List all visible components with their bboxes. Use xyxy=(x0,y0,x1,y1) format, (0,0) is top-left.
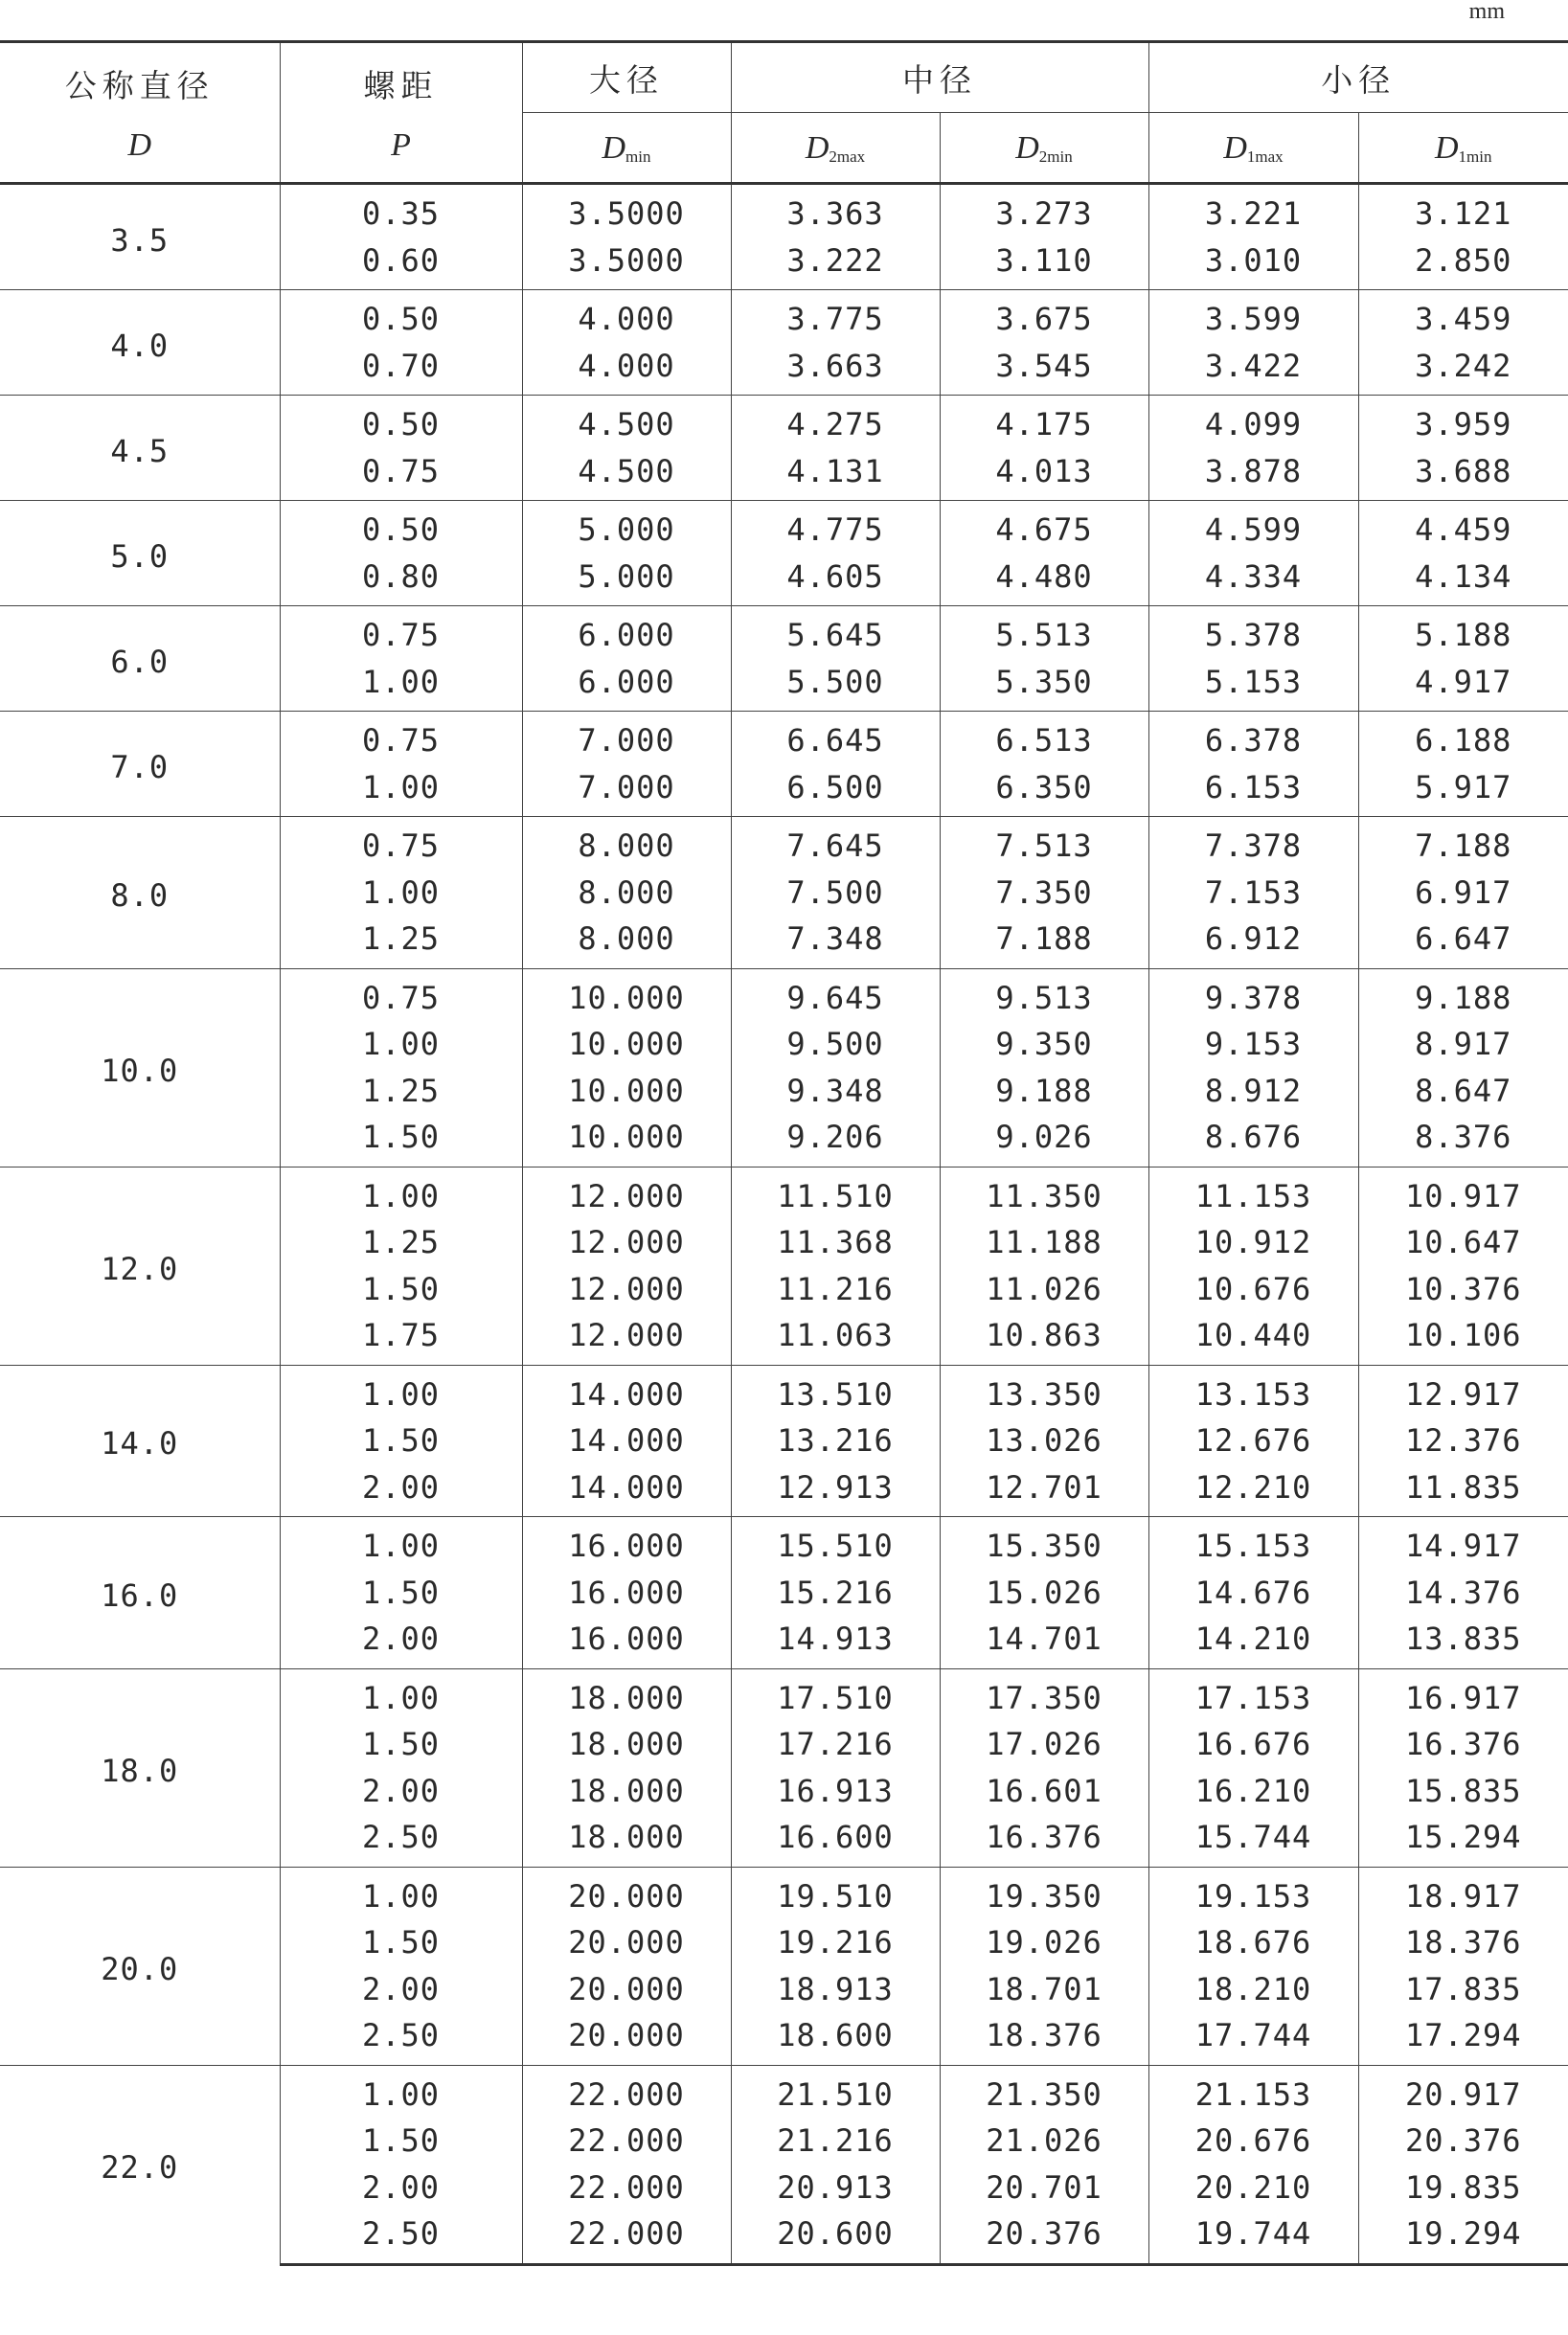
d1-max-cell: 20.676 xyxy=(1148,2118,1358,2165)
d1-min-cell: 4.917 xyxy=(1358,659,1568,712)
d-min-cell: 16.000 xyxy=(522,1570,731,1617)
pitch-cell: 1.00 xyxy=(280,2065,522,2118)
d2-min-cell: 9.350 xyxy=(940,1021,1148,1068)
table-row xyxy=(0,968,1568,1021)
d1-min-cell: 3.688 xyxy=(1358,448,1568,501)
d2-min-cell: 10.863 xyxy=(940,1312,1148,1365)
d2-max-cell: 7.645 xyxy=(731,817,940,870)
table-header xyxy=(0,42,1568,184)
d2-max-cell: 9.645 xyxy=(731,968,940,1021)
d2-min-cell: 11.350 xyxy=(940,1167,1148,1219)
d-min-cell: 12.000 xyxy=(522,1219,731,1266)
pitch-cell: 0.50 xyxy=(280,501,522,554)
d-min-cell: 16.000 xyxy=(522,1517,731,1570)
d2-max-cell: 5.500 xyxy=(731,659,940,712)
d1-max-cell: 12.210 xyxy=(1148,1464,1358,1517)
d2-max-cell: 5.645 xyxy=(731,606,940,659)
d-min-cell: 20.000 xyxy=(522,1966,731,2013)
table-row xyxy=(0,396,1568,448)
nominal-diameter-cell: 22.0 xyxy=(0,2065,280,2264)
nominal-diameter-cell: 14.0 xyxy=(0,1365,280,1517)
d2-min-cell: 4.480 xyxy=(940,554,1148,606)
pitch-cell: 0.70 xyxy=(280,343,522,396)
d2-min-cell: 20.376 xyxy=(940,2210,1148,2264)
d-min-cell: 7.000 xyxy=(522,764,731,817)
d1-min-cell: 15.294 xyxy=(1358,1814,1568,1867)
nominal-diameter-cell: 18.0 xyxy=(0,1668,280,1867)
d2-max-cell: 14.913 xyxy=(731,1616,940,1668)
d2-max-cell: 19.510 xyxy=(731,1867,940,1919)
table-row xyxy=(0,817,1568,870)
header-nominal-symbol: D xyxy=(127,127,152,163)
table-row xyxy=(0,1167,1568,1219)
d1-max-cell: 6.378 xyxy=(1148,712,1358,764)
pitch-cell: 1.25 xyxy=(280,1219,522,1266)
d1-max-cell: 13.153 xyxy=(1148,1365,1358,1417)
pitch-cell: 2.00 xyxy=(280,1966,522,2013)
thread-dimension-table xyxy=(0,40,1568,2266)
d1-max-cell: 4.099 xyxy=(1148,396,1358,448)
d2-min-cell: 3.545 xyxy=(940,343,1148,396)
d1-min-cell: 16.917 xyxy=(1358,1668,1568,1721)
d1-min-cell: 18.917 xyxy=(1358,1867,1568,1919)
d2-min-cell: 9.188 xyxy=(940,1068,1148,1115)
d2-min-cell: 16.376 xyxy=(940,1814,1148,1867)
d2-max-cell: 20.913 xyxy=(731,2165,940,2211)
d-min-cell: 4.500 xyxy=(522,396,731,448)
d-min-cell: 8.000 xyxy=(522,916,731,968)
d1-min-cell: 6.647 xyxy=(1358,916,1568,968)
d1-min-cell: 10.376 xyxy=(1358,1266,1568,1313)
d-min-cell: 10.000 xyxy=(522,968,731,1021)
d2-min-cell: 17.350 xyxy=(940,1668,1148,1721)
d1-min-cell: 15.835 xyxy=(1358,1768,1568,1815)
d1-max-cell: 17.744 xyxy=(1148,2012,1358,2065)
d2-min-cell: 7.350 xyxy=(940,870,1148,917)
d2-min-cell: 9.513 xyxy=(940,968,1148,1021)
d-min-cell: 10.000 xyxy=(522,1021,731,1068)
d1-max-cell: 6.912 xyxy=(1148,916,1358,968)
d2-max-cell: 20.600 xyxy=(731,2210,940,2264)
d1-min-cell: 12.376 xyxy=(1358,1417,1568,1464)
d1-min-cell: 8.376 xyxy=(1358,1114,1568,1167)
d-min-cell: 14.000 xyxy=(522,1365,731,1417)
d1-min-cell: 3.242 xyxy=(1358,343,1568,396)
d1-max-cell: 9.153 xyxy=(1148,1021,1358,1068)
d1-min-cell: 10.647 xyxy=(1358,1219,1568,1266)
d-min-cell: 16.000 xyxy=(522,1616,731,1668)
table-row xyxy=(0,290,1568,343)
unit-label: mm xyxy=(1468,0,1505,24)
d-min-cell: 5.000 xyxy=(522,554,731,606)
d1-min-cell: 5.917 xyxy=(1358,764,1568,817)
header-pitch-diameter: 中径 xyxy=(731,42,1148,113)
d2-min-cell: 13.026 xyxy=(940,1417,1148,1464)
d-min-cell: 18.000 xyxy=(522,1768,731,1815)
d-min-cell: 12.000 xyxy=(522,1312,731,1365)
pitch-cell: 2.50 xyxy=(280,2210,522,2264)
d-min-cell: 20.000 xyxy=(522,1867,731,1919)
d-min-cell: 7.000 xyxy=(522,712,731,764)
d-min-cell: 8.000 xyxy=(522,817,731,870)
d2-min-cell: 13.350 xyxy=(940,1365,1148,1417)
d2-max-cell: 15.510 xyxy=(731,1517,940,1570)
d-min-cell: 10.000 xyxy=(522,1114,731,1167)
table-row xyxy=(0,501,1568,554)
nominal-diameter-cell: 8.0 xyxy=(0,817,280,969)
nominal-diameter-cell: 10.0 xyxy=(0,968,280,1167)
d2-min-cell: 6.350 xyxy=(940,764,1148,817)
d-min-cell: 20.000 xyxy=(522,2012,731,2065)
pitch-cell: 1.00 xyxy=(280,1167,522,1219)
d1-min-cell: 17.294 xyxy=(1358,2012,1568,2065)
d1-min-cell: 10.917 xyxy=(1358,1167,1568,1219)
d2-max-cell: 13.510 xyxy=(731,1365,940,1417)
d-min-cell: 4.000 xyxy=(522,290,731,343)
d2-max-cell: 16.600 xyxy=(731,1814,940,1867)
d2-min-cell: 18.376 xyxy=(940,2012,1148,2065)
d2-min-cell: 11.026 xyxy=(940,1266,1148,1313)
d2-min-cell: 11.188 xyxy=(940,1219,1148,1266)
pitch-cell: 2.50 xyxy=(280,2012,522,2065)
d1-min-cell: 4.134 xyxy=(1358,554,1568,606)
d-min-cell: 3.5000 xyxy=(522,184,731,238)
header-nominal-label: 公称直径 xyxy=(64,67,215,104)
table-row xyxy=(0,712,1568,764)
d1-min-cell: 8.917 xyxy=(1358,1021,1568,1068)
table-row xyxy=(0,606,1568,659)
d2-max-cell: 17.510 xyxy=(731,1668,940,1721)
d1-max-cell: 5.153 xyxy=(1148,659,1358,712)
pitch-cell: 1.50 xyxy=(280,1570,522,1617)
d2-min-cell: 4.013 xyxy=(940,448,1148,501)
d2-min-cell: 17.026 xyxy=(940,1721,1148,1768)
d2-max-cell: 12.913 xyxy=(731,1464,940,1517)
nominal-diameter-cell: 6.0 xyxy=(0,606,280,712)
d1-max-cell: 17.153 xyxy=(1148,1668,1358,1721)
d-min-cell: 12.000 xyxy=(522,1167,731,1219)
d1-min-cell: 14.376 xyxy=(1358,1570,1568,1617)
nominal-diameter-cell: 4.5 xyxy=(0,396,280,501)
table-row xyxy=(0,2065,1568,2118)
d1-max-cell: 4.334 xyxy=(1148,554,1358,606)
pitch-cell: 0.35 xyxy=(280,184,522,238)
d1-min-cell: 17.835 xyxy=(1358,1966,1568,2013)
d2-min-cell: 3.273 xyxy=(940,184,1148,238)
d2-min-cell: 15.026 xyxy=(940,1570,1148,1617)
subheader-d2-min: $D_{2min}$ xyxy=(940,113,1148,184)
d2-max-cell: 9.500 xyxy=(731,1021,940,1068)
d1-max-cell: 21.153 xyxy=(1148,2065,1358,2118)
d2-max-cell: 13.216 xyxy=(731,1417,940,1464)
d2-min-cell: 6.513 xyxy=(940,712,1148,764)
table-row xyxy=(0,1365,1568,1417)
d1-min-cell: 11.835 xyxy=(1358,1464,1568,1517)
table-row xyxy=(0,1867,1568,1919)
d1-max-cell: 15.744 xyxy=(1148,1814,1358,1867)
d2-max-cell: 11.368 xyxy=(731,1219,940,1266)
d-min-cell: 6.000 xyxy=(522,659,731,712)
pitch-cell: 0.75 xyxy=(280,712,522,764)
d-min-cell: 3.5000 xyxy=(522,238,731,290)
pitch-cell: 1.25 xyxy=(280,916,522,968)
nominal-diameter-cell: 5.0 xyxy=(0,501,280,606)
d2-max-cell: 9.348 xyxy=(731,1068,940,1115)
d2-min-cell: 4.675 xyxy=(940,501,1148,554)
d2-min-cell: 7.513 xyxy=(940,817,1148,870)
pitch-cell: 2.50 xyxy=(280,1814,522,1867)
subheader-d-min: $D_{min}$ xyxy=(522,113,731,184)
d2-max-cell: 11.063 xyxy=(731,1312,940,1365)
d-min-cell: 5.000 xyxy=(522,501,731,554)
header-nominal-diameter xyxy=(0,42,280,184)
pitch-cell: 1.50 xyxy=(280,2118,522,2165)
subheader-d1-max: $D_{1max}$ xyxy=(1148,113,1358,184)
d2-max-cell: 17.216 xyxy=(731,1721,940,1768)
d2-min-cell: 3.110 xyxy=(940,238,1148,290)
d1-min-cell: 16.376 xyxy=(1358,1721,1568,1768)
d1-max-cell: 19.744 xyxy=(1148,2210,1358,2264)
d-min-cell: 10.000 xyxy=(522,1068,731,1115)
d1-min-cell: 2.850 xyxy=(1358,238,1568,290)
d1-max-cell: 6.153 xyxy=(1148,764,1358,817)
d2-max-cell: 16.913 xyxy=(731,1768,940,1815)
d2-min-cell: 19.026 xyxy=(940,1919,1148,1966)
pitch-cell: 2.00 xyxy=(280,1768,522,1815)
d-min-cell: 18.000 xyxy=(522,1721,731,1768)
pitch-cell: 0.80 xyxy=(280,554,522,606)
d-min-cell: 18.000 xyxy=(522,1668,731,1721)
d1-max-cell: 8.912 xyxy=(1148,1068,1358,1115)
pitch-cell: 0.60 xyxy=(280,238,522,290)
d1-max-cell: 8.676 xyxy=(1148,1114,1358,1167)
d2-min-cell: 9.026 xyxy=(940,1114,1148,1167)
d1-min-cell: 7.188 xyxy=(1358,817,1568,870)
d1-max-cell: 14.676 xyxy=(1148,1570,1358,1617)
d1-max-cell: 7.378 xyxy=(1148,817,1358,870)
d1-min-cell: 12.917 xyxy=(1358,1365,1568,1417)
nominal-diameter-cell: 12.0 xyxy=(0,1167,280,1365)
d1-max-cell: 10.440 xyxy=(1148,1312,1358,1365)
d2-max-cell: 3.663 xyxy=(731,343,940,396)
pitch-cell: 1.50 xyxy=(280,1919,522,1966)
pitch-cell: 0.50 xyxy=(280,290,522,343)
d1-max-cell: 3.599 xyxy=(1148,290,1358,343)
d1-max-cell: 15.153 xyxy=(1148,1517,1358,1570)
pitch-cell: 1.50 xyxy=(280,1417,522,1464)
pitch-cell: 1.75 xyxy=(280,1312,522,1365)
pitch-cell: 0.75 xyxy=(280,606,522,659)
d1-max-cell: 5.378 xyxy=(1148,606,1358,659)
d1-max-cell: 3.221 xyxy=(1148,184,1358,238)
d-min-cell: 14.000 xyxy=(522,1417,731,1464)
d1-min-cell: 14.917 xyxy=(1358,1517,1568,1570)
d1-max-cell: 3.422 xyxy=(1148,343,1358,396)
d2-max-cell: 21.216 xyxy=(731,2118,940,2165)
pitch-cell: 0.50 xyxy=(280,396,522,448)
header-major-diameter: 大径 xyxy=(522,42,731,113)
d2-min-cell: 21.350 xyxy=(940,2065,1148,2118)
d2-max-cell: 4.605 xyxy=(731,554,940,606)
d-min-cell: 20.000 xyxy=(522,1919,731,1966)
d-min-cell: 4.500 xyxy=(522,448,731,501)
nominal-diameter-cell: 7.0 xyxy=(0,712,280,817)
d1-max-cell: 16.210 xyxy=(1148,1768,1358,1815)
d2-max-cell: 11.216 xyxy=(731,1266,940,1313)
pitch-cell: 0.75 xyxy=(280,968,522,1021)
pitch-cell: 1.00 xyxy=(280,1021,522,1068)
d1-max-cell: 10.676 xyxy=(1148,1266,1358,1313)
d1-max-cell: 18.210 xyxy=(1148,1966,1358,2013)
d1-max-cell: 10.912 xyxy=(1148,1219,1358,1266)
d1-max-cell: 16.676 xyxy=(1148,1721,1358,1768)
d1-min-cell: 4.459 xyxy=(1358,501,1568,554)
table-row xyxy=(0,184,1568,238)
d1-min-cell: 3.459 xyxy=(1358,290,1568,343)
nominal-diameter-cell: 16.0 xyxy=(0,1517,280,1669)
header-pitch xyxy=(280,42,522,184)
d2-max-cell: 9.206 xyxy=(731,1114,940,1167)
d-min-cell: 6.000 xyxy=(522,606,731,659)
d2-min-cell: 21.026 xyxy=(940,2118,1148,2165)
d1-max-cell: 14.210 xyxy=(1148,1616,1358,1668)
d2-max-cell: 21.510 xyxy=(731,2065,940,2118)
d-min-cell: 18.000 xyxy=(522,1814,731,1867)
d1-min-cell: 20.376 xyxy=(1358,2118,1568,2165)
pitch-cell: 1.00 xyxy=(280,870,522,917)
d2-max-cell: 15.216 xyxy=(731,1570,940,1617)
d2-max-cell: 11.510 xyxy=(731,1167,940,1219)
d1-min-cell: 9.188 xyxy=(1358,968,1568,1021)
d-min-cell: 8.000 xyxy=(522,870,731,917)
d1-min-cell: 20.917 xyxy=(1358,2065,1568,2118)
pitch-cell: 2.00 xyxy=(280,2165,522,2211)
d-min-cell: 14.000 xyxy=(522,1464,731,1517)
nominal-diameter-cell: 20.0 xyxy=(0,1867,280,2065)
subheader-d1-min: $D_{1min}$ xyxy=(1358,113,1568,184)
d1-max-cell: 3.878 xyxy=(1148,448,1358,501)
d1-max-cell: 3.010 xyxy=(1148,238,1358,290)
d1-min-cell: 3.959 xyxy=(1358,396,1568,448)
pitch-cell: 1.50 xyxy=(280,1721,522,1768)
header-pitch-symbol: P xyxy=(391,127,411,163)
d2-min-cell: 14.701 xyxy=(940,1616,1148,1668)
d1-max-cell: 18.676 xyxy=(1148,1919,1358,1966)
pitch-cell: 1.00 xyxy=(280,1867,522,1919)
d2-min-cell: 4.175 xyxy=(940,396,1148,448)
d-min-cell: 12.000 xyxy=(522,1266,731,1313)
d1-max-cell: 11.153 xyxy=(1148,1167,1358,1219)
d2-min-cell: 16.601 xyxy=(940,1768,1148,1815)
d2-min-cell: 3.675 xyxy=(940,290,1148,343)
pitch-cell: 1.00 xyxy=(280,1517,522,1570)
d1-max-cell: 9.378 xyxy=(1148,968,1358,1021)
d1-min-cell: 13.835 xyxy=(1358,1616,1568,1668)
d-min-cell: 4.000 xyxy=(522,343,731,396)
nominal-diameter-cell: 3.5 xyxy=(0,184,280,290)
d1-min-cell: 6.188 xyxy=(1358,712,1568,764)
table-body xyxy=(0,184,1568,2265)
header-minor-diameter: 小径 xyxy=(1148,42,1568,113)
d2-max-cell: 18.600 xyxy=(731,2012,940,2065)
pitch-cell: 1.00 xyxy=(280,764,522,817)
pitch-cell: 1.25 xyxy=(280,1068,522,1115)
table-row xyxy=(0,1517,1568,1570)
d2-min-cell: 20.701 xyxy=(940,2165,1148,2211)
d1-max-cell: 20.210 xyxy=(1148,2165,1358,2211)
d1-max-cell: 12.676 xyxy=(1148,1417,1358,1464)
subheader-d2-max: $D_{2max}$ xyxy=(731,113,940,184)
pitch-cell: 2.00 xyxy=(280,1616,522,1668)
d2-min-cell: 15.350 xyxy=(940,1517,1148,1570)
d2-max-cell: 4.775 xyxy=(731,501,940,554)
pitch-cell: 1.00 xyxy=(280,1668,522,1721)
pitch-cell: 1.00 xyxy=(280,659,522,712)
d2-max-cell: 7.500 xyxy=(731,870,940,917)
pitch-cell: 0.75 xyxy=(280,448,522,501)
d1-min-cell: 18.376 xyxy=(1358,1919,1568,1966)
d1-max-cell: 4.599 xyxy=(1148,501,1358,554)
header-pitch-label: 螺距 xyxy=(363,67,439,104)
d1-min-cell: 19.294 xyxy=(1358,2210,1568,2264)
d1-min-cell: 10.106 xyxy=(1358,1312,1568,1365)
d2-min-cell: 18.701 xyxy=(940,1966,1148,2013)
d1-max-cell: 7.153 xyxy=(1148,870,1358,917)
d2-max-cell: 4.131 xyxy=(731,448,940,501)
d2-min-cell: 12.701 xyxy=(940,1464,1148,1517)
d2-min-cell: 7.188 xyxy=(940,916,1148,968)
d2-max-cell: 3.363 xyxy=(731,184,940,238)
d-min-cell: 22.000 xyxy=(522,2118,731,2165)
d2-max-cell: 6.645 xyxy=(731,712,940,764)
d1-max-cell: 19.153 xyxy=(1148,1867,1358,1919)
d-min-cell: 22.000 xyxy=(522,2065,731,2118)
d1-min-cell: 8.647 xyxy=(1358,1068,1568,1115)
d1-min-cell: 5.188 xyxy=(1358,606,1568,659)
d2-max-cell: 18.913 xyxy=(731,1966,940,2013)
d2-min-cell: 19.350 xyxy=(940,1867,1148,1919)
d1-min-cell: 19.835 xyxy=(1358,2165,1568,2211)
d2-max-cell: 19.216 xyxy=(731,1919,940,1966)
d2-min-cell: 5.350 xyxy=(940,659,1148,712)
pitch-cell: 2.00 xyxy=(280,1464,522,1517)
d2-max-cell: 3.222 xyxy=(731,238,940,290)
d2-max-cell: 4.275 xyxy=(731,396,940,448)
nominal-diameter-cell: 4.0 xyxy=(0,290,280,396)
d1-min-cell: 6.917 xyxy=(1358,870,1568,917)
table-row xyxy=(0,1668,1568,1721)
pitch-cell: 1.50 xyxy=(280,1266,522,1313)
pitch-cell: 1.00 xyxy=(280,1365,522,1417)
d2-max-cell: 7.348 xyxy=(731,916,940,968)
pitch-cell: 1.50 xyxy=(280,1114,522,1167)
pitch-cell: 0.75 xyxy=(280,817,522,870)
d2-max-cell: 6.500 xyxy=(731,764,940,817)
d1-min-cell: 3.121 xyxy=(1358,184,1568,238)
d-min-cell: 22.000 xyxy=(522,2210,731,2264)
d2-min-cell: 5.513 xyxy=(940,606,1148,659)
d-min-cell: 22.000 xyxy=(522,2165,731,2211)
d2-max-cell: 3.775 xyxy=(731,290,940,343)
